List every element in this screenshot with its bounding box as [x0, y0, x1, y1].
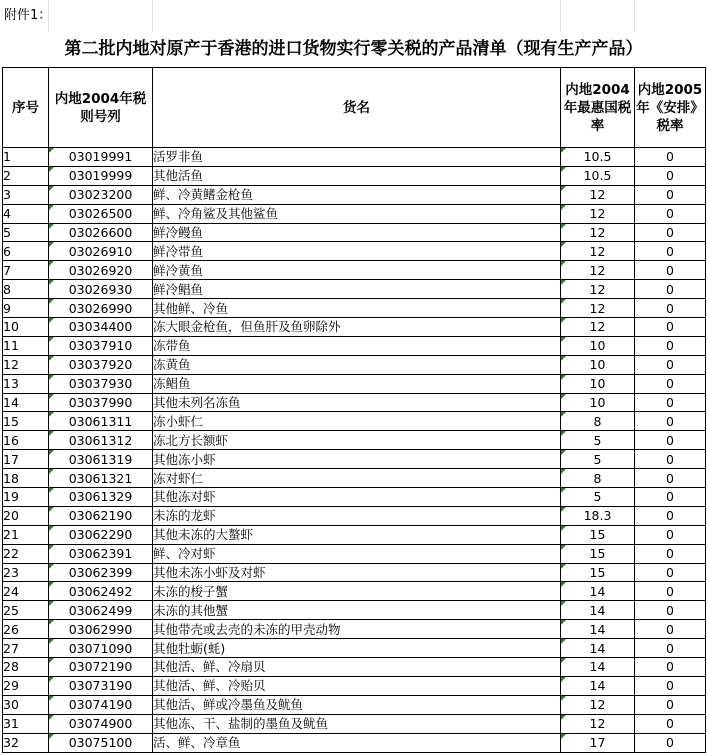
cell-cepa-rate[interactable]: 0: [635, 601, 706, 620]
cell-tariff-code[interactable]: 03037990: [49, 393, 153, 412]
cell-mfn-rate[interactable]: 10: [561, 336, 635, 355]
cell-cepa-rate[interactable]: 0: [635, 204, 706, 223]
cell-product-name[interactable]: 活、鲜、冷章鱼: [153, 733, 561, 752]
cell-seq[interactable]: 25: [3, 601, 49, 620]
cell-cepa-rate[interactable]: 0: [635, 148, 706, 167]
cell-cepa-rate[interactable]: 0: [635, 299, 706, 318]
cell-product-name[interactable]: 冻北方长额虾: [153, 431, 561, 450]
cell-cepa-rate[interactable]: 0: [635, 336, 706, 355]
cell-mfn-rate[interactable]: 14: [561, 601, 635, 620]
cell-cepa-rate[interactable]: 0: [635, 620, 706, 639]
cell-mfn-rate[interactable]: 15: [561, 525, 635, 544]
cell-mfn-rate[interactable]: 12: [561, 223, 635, 242]
cell-seq[interactable]: 19: [3, 488, 49, 507]
cell-mfn-rate[interactable]: 15: [561, 563, 635, 582]
table-row: [3, 525, 706, 544]
cell-mfn-rate[interactable]: 15: [561, 544, 635, 563]
cell-cepa-rate[interactable]: 0: [635, 506, 706, 525]
sheet-title: 第二批内地对原产于香港的进口货物实行零关税的产品清单（现有生产产品）: [64, 39, 643, 59]
cell-mfn-rate[interactable]: 12: [561, 280, 635, 299]
cell-tariff-code[interactable]: 03075100: [49, 733, 153, 752]
cell-seq[interactable]: 26: [3, 620, 49, 639]
cell-cepa-rate[interactable]: 0: [635, 582, 706, 601]
cell-cepa-rate[interactable]: 0: [635, 488, 706, 507]
cell-mfn-rate[interactable]: 5: [561, 450, 635, 469]
table-row: [3, 658, 706, 677]
cell-tariff-code[interactable]: 03061311: [49, 412, 153, 431]
cell-cepa-rate[interactable]: 0: [635, 469, 706, 488]
cell-seq[interactable]: 13: [3, 374, 49, 393]
cell-cepa-rate[interactable]: 0: [635, 280, 706, 299]
cell-mfn-rate[interactable]: 12: [561, 299, 635, 318]
cell-product-name[interactable]: 鲜冷带鱼: [153, 242, 561, 261]
cell-mfn-rate[interactable]: 10: [561, 355, 635, 374]
cell-seq[interactable]: 15: [3, 412, 49, 431]
cell-cepa-rate[interactable]: 0: [635, 355, 706, 374]
cell-tariff-code[interactable]: 03037910: [49, 336, 153, 355]
cell-tariff-code[interactable]: 03019991: [49, 148, 153, 167]
cell-seq[interactable]: 14: [3, 393, 49, 412]
cell-product-name[interactable]: 未冻的其他蟹: [153, 601, 561, 620]
cell-tariff-code[interactable]: 03026600: [49, 223, 153, 242]
cell-tariff-code[interactable]: 03061329: [49, 488, 153, 507]
cell-mfn-rate[interactable]: 18.3: [561, 506, 635, 525]
cell-product-name[interactable]: 冻黄鱼: [153, 355, 561, 374]
table-row: [3, 676, 706, 695]
cell-seq[interactable]: 20: [3, 506, 49, 525]
cell-product-name[interactable]: 冻带鱼: [153, 336, 561, 355]
table-row: [3, 506, 706, 525]
cell-mfn-rate[interactable]: 12: [561, 318, 635, 337]
col-header-name[interactable]: 货名: [153, 68, 561, 148]
cell-cepa-rate[interactable]: 0: [635, 676, 706, 695]
grid-line: [48, 0, 49, 32]
cell-seq[interactable]: 29: [3, 676, 49, 695]
cell-product-name[interactable]: 其他活、鲜或冷墨鱼及鱿鱼: [153, 695, 561, 714]
cell-tariff-code[interactable]: 03037930: [49, 374, 153, 393]
cell-cepa-rate[interactable]: 0: [635, 714, 706, 733]
cell-cepa-rate[interactable]: 0: [635, 261, 706, 280]
table-row: [3, 412, 706, 431]
cell-seq[interactable]: 16: [3, 431, 49, 450]
table-row: [3, 261, 706, 280]
cell-seq[interactable]: 9: [3, 299, 49, 318]
cell-seq[interactable]: 7: [3, 261, 49, 280]
cell-cepa-rate[interactable]: 0: [635, 318, 706, 337]
cell-seq[interactable]: 32: [3, 733, 49, 752]
cell-tariff-code[interactable]: 03074900: [49, 714, 153, 733]
cell-seq[interactable]: 10: [3, 318, 49, 337]
cell-tariff-code[interactable]: 03072190: [49, 658, 153, 677]
cell-tariff-code[interactable]: 03026500: [49, 204, 153, 223]
cell-mfn-rate[interactable]: 14: [561, 658, 635, 677]
cell-mfn-rate[interactable]: 14: [561, 620, 635, 639]
cell-tariff-code[interactable]: 03026930: [49, 280, 153, 299]
cell-product-name[interactable]: 未冻的龙虾: [153, 506, 561, 525]
cell-seq[interactable]: 5: [3, 223, 49, 242]
cell-cepa-rate[interactable]: 0: [635, 412, 706, 431]
cell-product-name[interactable]: 其他鲜、冷鱼: [153, 299, 561, 318]
cell-cepa-rate[interactable]: 0: [635, 563, 706, 582]
table-row: [3, 148, 706, 167]
col-header-code[interactable]: 内地2004年税则号列: [49, 68, 153, 148]
cell-product-name[interactable]: 鲜、冷黄鳍金枪鱼: [153, 185, 561, 204]
cell-mfn-rate[interactable]: 14: [561, 639, 635, 658]
table-row: [3, 204, 706, 223]
table-row: [3, 431, 706, 450]
cell-tariff-code[interactable]: 03062190: [49, 506, 153, 525]
cell-tariff-code[interactable]: 03026920: [49, 261, 153, 280]
table-row: [3, 336, 706, 355]
cell-mfn-rate[interactable]: 5: [561, 488, 635, 507]
cell-seq[interactable]: 1: [3, 148, 49, 167]
table-row: [3, 620, 706, 639]
cell-tariff-code[interactable]: 03062399: [49, 563, 153, 582]
cell-product-name[interactable]: 其他活、鲜、冷贻贝: [153, 676, 561, 695]
cell-tariff-code[interactable]: 03034400: [49, 318, 153, 337]
cell-mfn-rate[interactable]: 12: [561, 695, 635, 714]
cell-seq[interactable]: 28: [3, 658, 49, 677]
cell-product-name[interactable]: 冻大眼金枪鱼，但鱼肝及鱼卵除外: [153, 318, 561, 337]
cell-seq[interactable]: 6: [3, 242, 49, 261]
cell-cepa-rate[interactable]: 0: [635, 242, 706, 261]
cell-product-name[interactable]: 鲜冷鳗鱼: [153, 223, 561, 242]
cell-mfn-rate[interactable]: 12: [561, 242, 635, 261]
cell-seq[interactable]: 12: [3, 355, 49, 374]
table-row: [3, 166, 706, 185]
cell-cepa-rate[interactable]: 0: [635, 525, 706, 544]
cell-tariff-code[interactable]: 03023200: [49, 185, 153, 204]
cell-tariff-code[interactable]: 03062499: [49, 601, 153, 620]
cell-product-name[interactable]: 其他活鱼: [153, 166, 561, 185]
cell-cepa-rate[interactable]: 0: [635, 544, 706, 563]
cell-product-name[interactable]: 其他牡蛎(蚝): [153, 639, 561, 658]
cell-product-name[interactable]: 冻小虾仁: [153, 412, 561, 431]
table-row: [3, 185, 706, 204]
cell-mfn-rate[interactable]: 12: [561, 261, 635, 280]
cell-product-name[interactable]: 鲜、冷角鲨及其他鲨鱼: [153, 204, 561, 223]
col-header-cepa-rate[interactable]: 内地2005年《安排》税率: [635, 68, 706, 148]
table-row: [3, 639, 706, 658]
cell-cepa-rate[interactable]: 0: [635, 733, 706, 752]
cell-cepa-rate[interactable]: 0: [635, 695, 706, 714]
cell-seq[interactable]: 17: [3, 450, 49, 469]
cell-seq[interactable]: 11: [3, 336, 49, 355]
cell-tariff-code[interactable]: 03061321: [49, 469, 153, 488]
header-row: [3, 68, 706, 148]
col-header-seq[interactable]: 序号: [3, 68, 49, 148]
cell-mfn-rate[interactable]: 12: [561, 185, 635, 204]
cell-seq[interactable]: 3: [3, 185, 49, 204]
cell-product-name[interactable]: 其他未列名冻鱼: [153, 393, 561, 412]
cell-cepa-rate[interactable]: 0: [635, 658, 706, 677]
table-row: [3, 733, 706, 752]
cell-seq[interactable]: 23: [3, 563, 49, 582]
table-row: [3, 393, 706, 412]
cell-mfn-rate[interactable]: 10.5: [561, 148, 635, 167]
cell-product-name[interactable]: 其他未冻小虾及对虾: [153, 563, 561, 582]
grid-line: [634, 0, 635, 32]
table-row: [3, 280, 706, 299]
table-row: [3, 374, 706, 393]
cell-product-name[interactable]: 其他未冻的大螯虾: [153, 525, 561, 544]
attachment-label: 附件1：: [4, 8, 52, 23]
cell-tariff-code[interactable]: 03026990: [49, 299, 153, 318]
cell-cepa-rate[interactable]: 0: [635, 166, 706, 185]
cell-tariff-code[interactable]: 03019999: [49, 166, 153, 185]
cell-mfn-rate[interactable]: 5: [561, 431, 635, 450]
table-row: [3, 223, 706, 242]
table-row: [3, 544, 706, 563]
table-row: [3, 582, 706, 601]
cell-product-name[interactable]: 鲜、冷对虾: [153, 544, 561, 563]
cell-product-name[interactable]: 未冻的梭子蟹: [153, 582, 561, 601]
cell-seq[interactable]: 27: [3, 639, 49, 658]
table-row: [3, 563, 706, 582]
cell-product-name[interactable]: 其他带壳或去壳的未冻的甲壳动物: [153, 620, 561, 639]
cell-tariff-code[interactable]: 03071090: [49, 639, 153, 658]
cell-tariff-code[interactable]: 03062492: [49, 582, 153, 601]
table-row: [3, 695, 706, 714]
cell-mfn-rate[interactable]: 14: [561, 582, 635, 601]
col-header-mfn-rate[interactable]: 内地2004年最惠国税率: [561, 68, 635, 148]
table-row: [3, 714, 706, 733]
cell-mfn-rate[interactable]: 12: [561, 714, 635, 733]
product-table: [2, 67, 706, 753]
table-row: [3, 299, 706, 318]
cell-tariff-code[interactable]: 03061319: [49, 450, 153, 469]
table-row: [3, 469, 706, 488]
table-row: [3, 601, 706, 620]
cell-product-name[interactable]: 冻对虾仁: [153, 469, 561, 488]
table-row: [3, 318, 706, 337]
grid-line: [152, 0, 153, 32]
cell-seq[interactable]: 2: [3, 166, 49, 185]
cell-seq[interactable]: 21: [3, 525, 49, 544]
cell-product-name[interactable]: 其他冻对虾: [153, 488, 561, 507]
cell-mfn-rate[interactable]: 17: [561, 733, 635, 752]
cell-product-name[interactable]: 活罗非鱼: [153, 148, 561, 167]
cell-mfn-rate[interactable]: 10.5: [561, 166, 635, 185]
cell-seq[interactable]: 22: [3, 544, 49, 563]
cell-product-name[interactable]: 鲜冷黄鱼: [153, 261, 561, 280]
cell-mfn-rate[interactable]: 10: [561, 374, 635, 393]
cell-product-name[interactable]: 其他活、鲜、冷扇贝: [153, 658, 561, 677]
cell-product-name[interactable]: 其他冻小虾: [153, 450, 561, 469]
table-row: [3, 355, 706, 374]
cell-mfn-rate[interactable]: 14: [561, 676, 635, 695]
cell-tariff-code[interactable]: 03074190: [49, 695, 153, 714]
cell-cepa-rate[interactable]: 0: [635, 374, 706, 393]
cell-cepa-rate[interactable]: 0: [635, 223, 706, 242]
cell-tariff-code[interactable]: 03037920: [49, 355, 153, 374]
cell-product-name[interactable]: 鲜冷鲳鱼: [153, 280, 561, 299]
cell-tariff-code[interactable]: 03062990: [49, 620, 153, 639]
cell-tariff-code[interactable]: 03073190: [49, 676, 153, 695]
cell-cepa-rate[interactable]: 0: [635, 639, 706, 658]
cell-seq[interactable]: 31: [3, 714, 49, 733]
cell-mfn-rate[interactable]: 8: [561, 412, 635, 431]
cell-cepa-rate[interactable]: 0: [635, 431, 706, 450]
cell-tariff-code[interactable]: 03061312: [49, 431, 153, 450]
cell-seq[interactable]: 18: [3, 469, 49, 488]
cell-tariff-code[interactable]: 03026910: [49, 242, 153, 261]
cell-mfn-rate[interactable]: 12: [561, 204, 635, 223]
cell-tariff-code[interactable]: 03062290: [49, 525, 153, 544]
table-row: [3, 450, 706, 469]
grid-line: [560, 0, 561, 32]
cell-seq[interactable]: 30: [3, 695, 49, 714]
cell-cepa-rate[interactable]: 0: [635, 450, 706, 469]
table-row: [3, 488, 706, 507]
cell-tariff-code[interactable]: 03062391: [49, 544, 153, 563]
cell-mfn-rate[interactable]: 10: [561, 393, 635, 412]
cell-cepa-rate[interactable]: 0: [635, 393, 706, 412]
table-row: [3, 242, 706, 261]
cell-seq[interactable]: 4: [3, 204, 49, 223]
cell-product-name[interactable]: 冻鲳鱼: [153, 374, 561, 393]
cell-seq[interactable]: 8: [3, 280, 49, 299]
cell-cepa-rate[interactable]: 0: [635, 185, 706, 204]
cell-mfn-rate[interactable]: 8: [561, 469, 635, 488]
cell-seq[interactable]: 24: [3, 582, 49, 601]
cell-product-name[interactable]: 其他冻、干、盐制的墨鱼及鱿鱼: [153, 714, 561, 733]
